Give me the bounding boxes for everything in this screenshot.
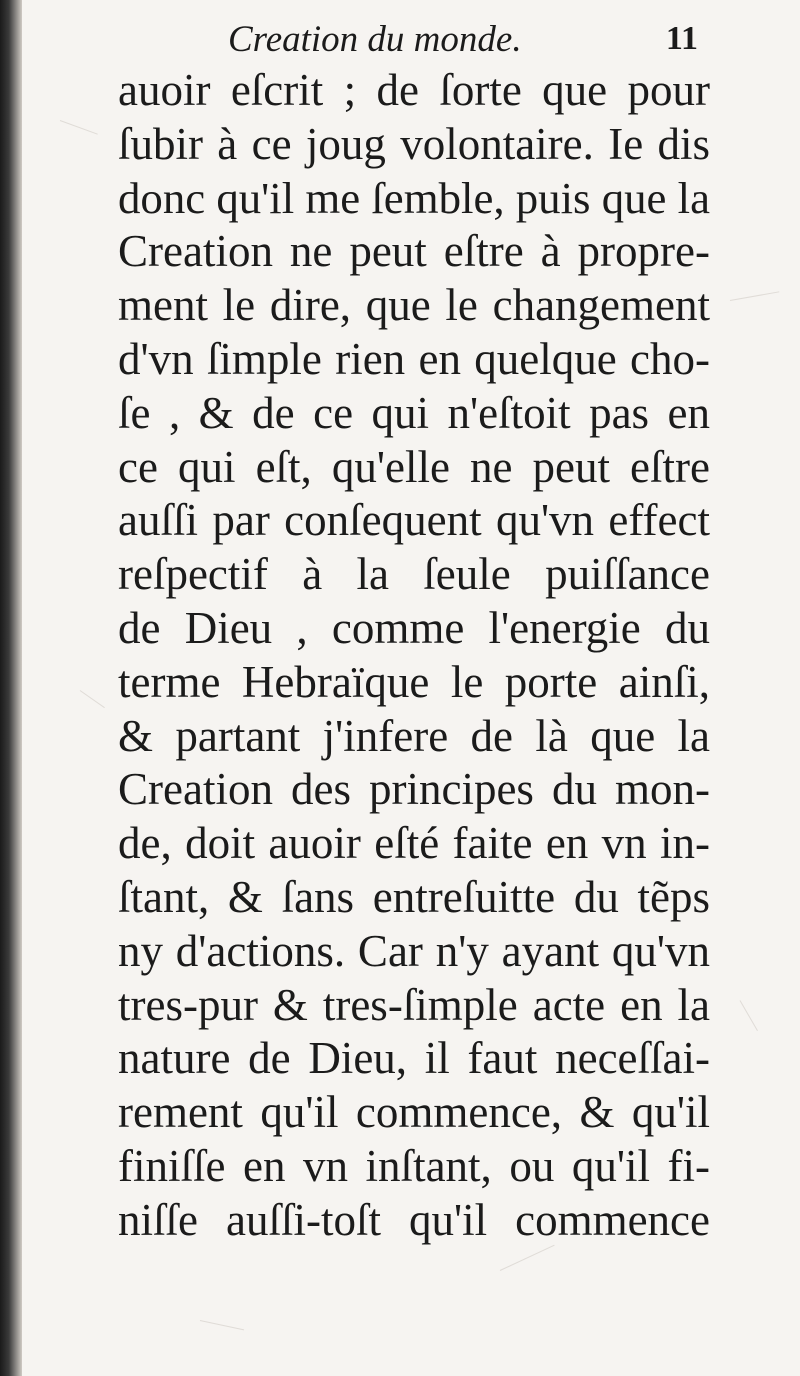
text-line: terme Hebraïque le porte ainſi, [118, 656, 710, 707]
text-line: ſubir à ce joug volontaire. Ie dis [118, 118, 710, 169]
text-line: ce qui eſt, qu'elle ne peut eſtre [118, 441, 710, 492]
text-line: Creation des principes du mon- [118, 764, 710, 815]
text-line: reſpectif à la ſeule puiſſance [118, 549, 710, 600]
text-line: auoir eſcrit ; de ſorte que pour [118, 65, 710, 115]
text-line: ſtant, & ſans entreſuitte du tẽps [118, 871, 710, 922]
paper-fiber [200, 1320, 244, 1330]
page-number: 11 [665, 20, 698, 57]
text-line: finiſſe en vn inſtant, ou qu'il fi- [118, 1140, 710, 1191]
text-line: rement qu'il commence, & qu'il [118, 1087, 710, 1138]
text-line: Creation ne peut eſtre à propre- [118, 226, 710, 277]
running-head: Creation du monde. [228, 19, 522, 60]
text-line: de Dieu , comme l'energie du [118, 602, 710, 653]
paper-fiber [730, 291, 779, 301]
text-line: d'vn ſimple rien en quelque cho- [118, 333, 710, 384]
text-line: niſſe auſſi-toſt qu'il commence [118, 1194, 710, 1245]
paper-fiber [80, 690, 105, 708]
text-line: ment le dire, que le changement [118, 280, 710, 331]
text-line: auſſi par conſequent qu'vn effect [118, 495, 710, 546]
text-line: ny d'actions. Car n'y ayant qu'vn [118, 925, 710, 976]
text-line: donc qu'il me ſemble, puis que la [118, 172, 710, 223]
body-text [118, 64, 710, 1248]
text-line: nature de Dieu, il faut neceſſai- [118, 1033, 710, 1084]
paper-fiber [500, 1245, 555, 1271]
text-line: tres-pur & tres-ſimple acte en la [118, 979, 710, 1030]
text-line: de, doit auoir eſté faite en vn in- [118, 818, 710, 869]
text-line: & partant j'infere de là que la [118, 710, 710, 761]
text-line: ſe , & de ce qui n'eſtoit pas en [118, 387, 710, 438]
paper-fiber [60, 120, 98, 135]
page-gutter-shadow [0, 0, 22, 1376]
paper-fiber [740, 1000, 758, 1031]
